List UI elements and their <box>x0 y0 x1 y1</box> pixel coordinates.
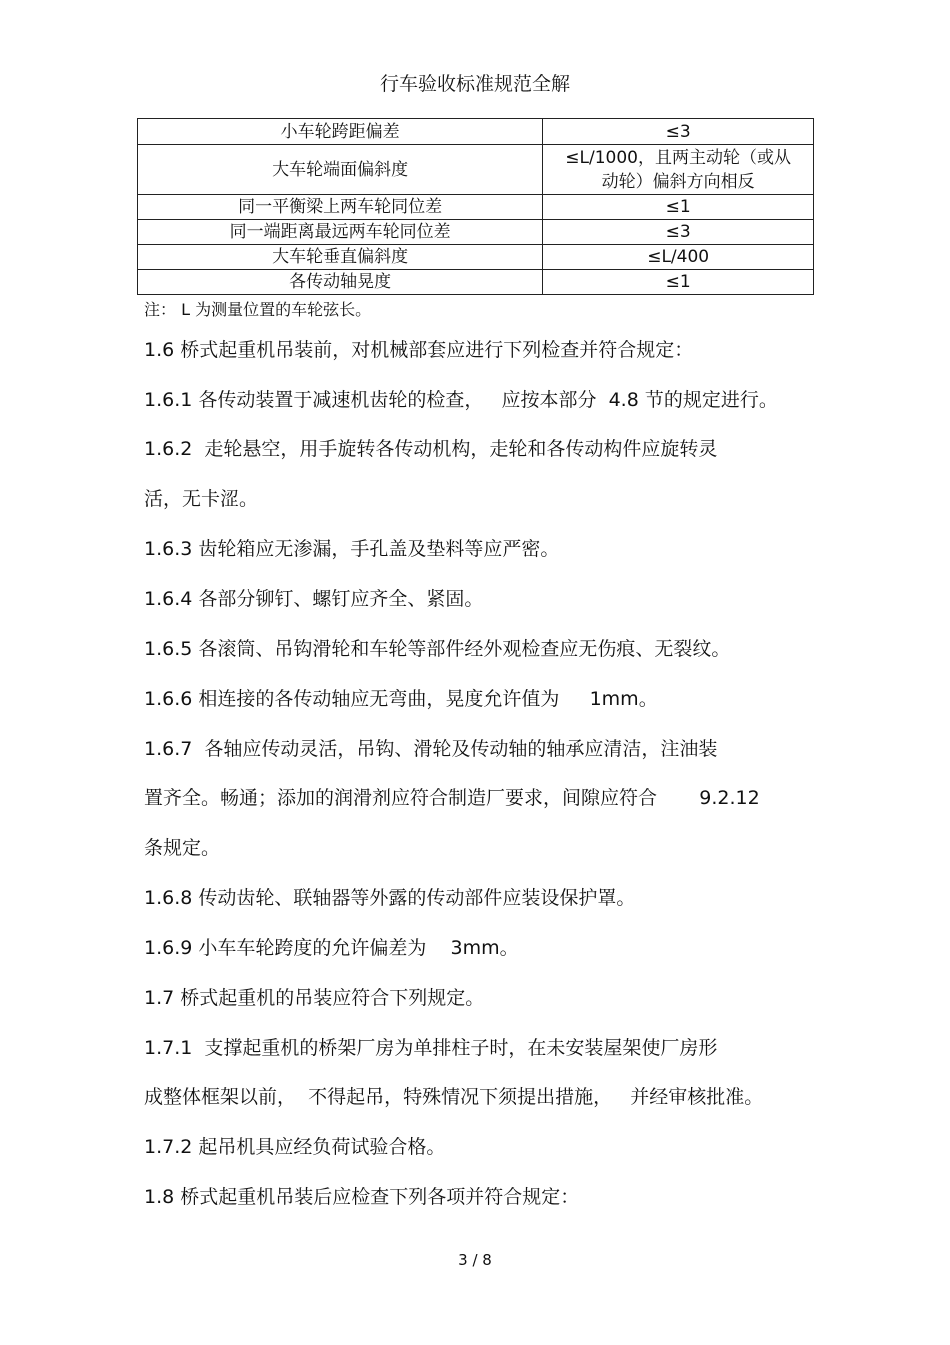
clause-line: 置齐全。畅通；添加的润滑剂应符合制造厂要求，间隙应符合 9.2.12 <box>144 787 760 809</box>
table-cell-item: 大车轮端面偏斜度 <box>138 145 543 195</box>
table-cell-value-line: 动轮）偏斜方向相反 <box>601 171 755 192</box>
clause-line: 1.7.2 起吊机具应经负荷试验合格。 <box>144 1136 446 1158</box>
table-cell-item: 各传动轴晃度 <box>138 270 543 295</box>
clause-line: 1.6.2 走轮悬空，用手旋转各传动机构，走轮和各传动构件应旋转灵 <box>144 438 718 460</box>
page-indicator: 3 / 8 <box>458 1251 492 1269</box>
table-cell-value: ≤1 <box>543 270 814 295</box>
table-row <box>138 145 814 195</box>
clause-line: 1.7.1 支撑起重机的桥架厂房为单排柱子时，在未安装屋架使厂房形 <box>144 1037 718 1059</box>
clause-line: 条规定。 <box>144 837 221 859</box>
table-cell-item: 同一端距离最远两车轮同位差 <box>138 220 543 245</box>
section-heading: 1.8 桥式起重机吊装后应检查下列各项并符合规定： <box>144 1186 580 1208</box>
clause-line: 1.6.3 齿轮箱应无渗漏，手孔盖及垫料等应严密。 <box>144 538 560 560</box>
table-row <box>138 270 814 295</box>
section-heading: 1.7 桥式起重机的吊装应符合下列规定。 <box>144 987 485 1009</box>
clause-line: 1.6.4 各部分铆钉、螺钉应齐全、紧固。 <box>144 588 484 610</box>
table-cell-item: 小车轮跨距偏差 <box>138 119 543 145</box>
table-cell-item: 大车轮垂直偏斜度 <box>138 245 543 270</box>
table-cell-value <box>543 145 814 195</box>
clause-line: 1.6.1 各传动装置于减速机齿轮的检查， 应按本部分 4.8 节的规定进行。 <box>144 389 778 411</box>
clause-line: 活，无卡涩。 <box>144 488 259 510</box>
table-row <box>138 220 814 245</box>
table-row <box>138 195 814 220</box>
section-heading: 1.6 桥式起重机吊装前，对机械部套应进行下列检查并符合规定： <box>144 339 694 361</box>
page-title: 行车验收标准规范全解 <box>379 73 570 95</box>
table-cell-value: ≤1 <box>543 195 814 220</box>
clause-line: 成整体框架以前， 不得起吊，特殊情况下须提出措施， 并经审核批准。 <box>144 1086 764 1108</box>
clause-line: 1.6.6 相连接的各传动轴应无弯曲，晃度允许值为 1mm。 <box>144 688 658 710</box>
table-cell-value: ≤3 <box>543 119 814 145</box>
clause-line: 1.6.5 各滚筒、吊钩滑轮和车轮等部件经外观检查应无伤痕、无裂纹。 <box>144 638 731 660</box>
clause-line: 1.6.7 各轴应传动灵活，吊钩、滑轮及传动轴的轴承应清洁，注油装 <box>144 738 718 760</box>
table-cell-item: 同一平衡梁上两车轮同位差 <box>138 195 543 220</box>
table-cell-value: ≤3 <box>543 220 814 245</box>
clause-line: 1.6.9 小车车轮跨度的允许偏差为 3mm。 <box>144 937 519 959</box>
table-cell-value-line: ≤L/1000，且两主动轮（或从 <box>565 147 791 168</box>
clause-line: 1.6.8 传动齿轮、联轴器等外露的传动部件应装设保护罩。 <box>144 887 636 909</box>
table-row <box>138 119 814 145</box>
tolerance-table <box>137 118 814 295</box>
table-row <box>138 245 814 270</box>
table-cell-value: ≤L/400 <box>543 245 814 270</box>
table-note: 注： L 为测量位置的车轮弦长。 <box>144 300 372 319</box>
